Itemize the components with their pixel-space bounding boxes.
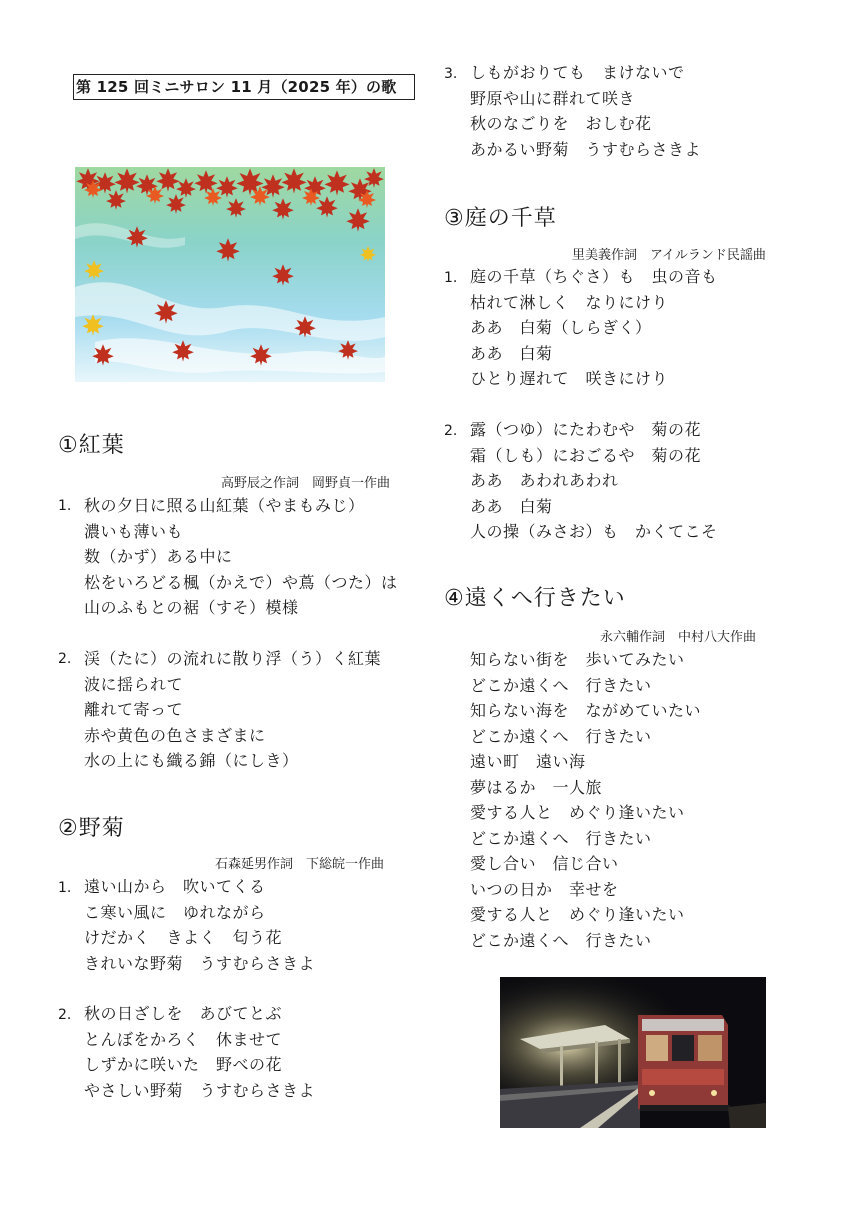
lyric-line: どこか遠くへ 行きたい: [470, 726, 652, 746]
lyric-line: 松をいろどる楓（かえで）や蔦（つた）は: [84, 572, 398, 592]
lyrics-verse: [470, 417, 718, 545]
lyrics-verse: [470, 264, 718, 392]
verse-number: 2.: [58, 1007, 72, 1023]
lyric-line: きれいな野菊 うすむらさきよ: [84, 953, 316, 973]
page-title: 第 125 回ミニサロン 11 月（2025 年）の歌: [73, 74, 415, 100]
lyric-line: 知らない街を 歩いてみたい: [470, 650, 685, 669]
verse-number: 2.: [444, 423, 458, 439]
lyric-line: 愛する人と めぐり逢いたい: [470, 803, 685, 822]
lyric-line: 波に揺られて: [84, 674, 184, 694]
lyric-line: 枯れて淋しく なりにけり: [470, 292, 669, 312]
autumn-leaves-illustration: [75, 167, 385, 382]
lyric-line: 愛する人と めぐり逢いたい: [470, 905, 685, 924]
lyric-line: 渓（たに）の流れに散り浮（う）く紅葉: [84, 649, 382, 668]
lyric-line: 離れて寄って: [84, 700, 184, 719]
lyric-line: ああ あわれあわれ: [470, 471, 619, 490]
lyric-line: 庭の千草（ちぐさ）も 虫の音も: [470, 267, 718, 286]
lyrics-verse: [470, 60, 701, 162]
lyric-line: あかるい野菊 うすむらさきよ: [470, 139, 702, 159]
lyric-line: いつの日か 幸せを: [470, 879, 619, 899]
lyric-line: 夢はるか 一人旅: [470, 777, 603, 797]
lyric-line: 知らない海を ながめていたい: [470, 701, 702, 720]
lyric-line: しもがおりても まけないで: [470, 63, 685, 82]
song-credit: 石森延男作詞 下総皖一作曲: [215, 857, 385, 872]
lyric-line: しずかに咲いた 野べの花: [84, 1055, 283, 1074]
lyric-line: 秋の日ざしを あびてとぶ: [84, 1004, 283, 1023]
lyric-line: 人の操（みさお）も かくてこそ: [470, 522, 718, 541]
lyrics-verse: [84, 874, 315, 976]
verse-number: 2.: [58, 651, 72, 667]
lyric-line: どこか遠くへ 行きたい: [470, 930, 652, 950]
lyric-line: とんぼをかろく 休ませて: [84, 1029, 283, 1049]
lyric-line: どこか遠くへ 行きたい: [470, 675, 652, 695]
song-title: ②野菊: [58, 816, 125, 841]
lyric-line: 水の上にも織る錦（にしき）: [84, 751, 299, 770]
lyric-line: 遠い山から 吹いてくる: [84, 877, 266, 896]
lyric-line: こ寒い風に ゆれながら: [84, 902, 266, 922]
lyric-line: 秋のなごりを おしむ花: [470, 114, 652, 133]
lyric-line: 露（つゆ）にたわむや 菊の花: [470, 420, 702, 439]
song-credit: 里美義作詞 アイルランド民謡曲: [572, 248, 766, 263]
lyric-line: 山のふもとの裾（すそ）模様: [84, 598, 299, 617]
lyric-line: 濃いも薄いも: [84, 521, 184, 541]
lyric-line: ああ 白菊（しらぎく）: [470, 318, 652, 337]
verse-number: 1.: [58, 880, 72, 896]
lyric-line: やさしい野菊 うすむらさきよ: [84, 1080, 316, 1100]
lyrics-verse: [84, 646, 381, 774]
lyric-line: ああ 白菊: [470, 496, 553, 516]
lyric-line: 秋の夕日に照る山紅葉（やまもみじ）: [84, 496, 365, 515]
lyric-line: 赤や黄色の色さまざまに: [84, 725, 266, 745]
lyric-line: 愛し合い 信じ合い: [470, 854, 619, 873]
lyric-line: けだかく きよく 匂う花: [84, 928, 283, 947]
lyric-line: ひとり遅れて 咲きにけり: [470, 369, 669, 388]
lyric-line: 遠い町 遠い海: [470, 752, 586, 771]
lyrics-verse: [84, 493, 398, 621]
lyric-line: どこか遠くへ 行きたい: [470, 828, 652, 848]
verse-number: 1.: [58, 498, 72, 514]
lyrics-verse: [470, 647, 701, 953]
song-title: ③庭の千草: [444, 206, 557, 231]
song-title: ④遠くへ行きたい: [444, 586, 626, 611]
song-credit: 永六輔作詞 中村八大作曲: [600, 630, 757, 645]
lyric-line: ああ 白菊: [470, 343, 553, 363]
song-title: ①紅葉: [58, 433, 125, 458]
verse-number: 1.: [444, 270, 458, 286]
lyric-line: 数（かず）ある中に: [84, 547, 233, 566]
song-credit: 高野辰之作詞 岡野貞一作曲: [221, 476, 391, 491]
lyric-line: 野原や山に群れて咲き: [470, 88, 636, 108]
night-train-station-photo: [500, 977, 766, 1128]
verse-number: 3.: [444, 66, 458, 82]
lyric-line: 霜（しも）におごるや 菊の花: [470, 445, 702, 465]
lyrics-verse: [84, 1001, 315, 1103]
